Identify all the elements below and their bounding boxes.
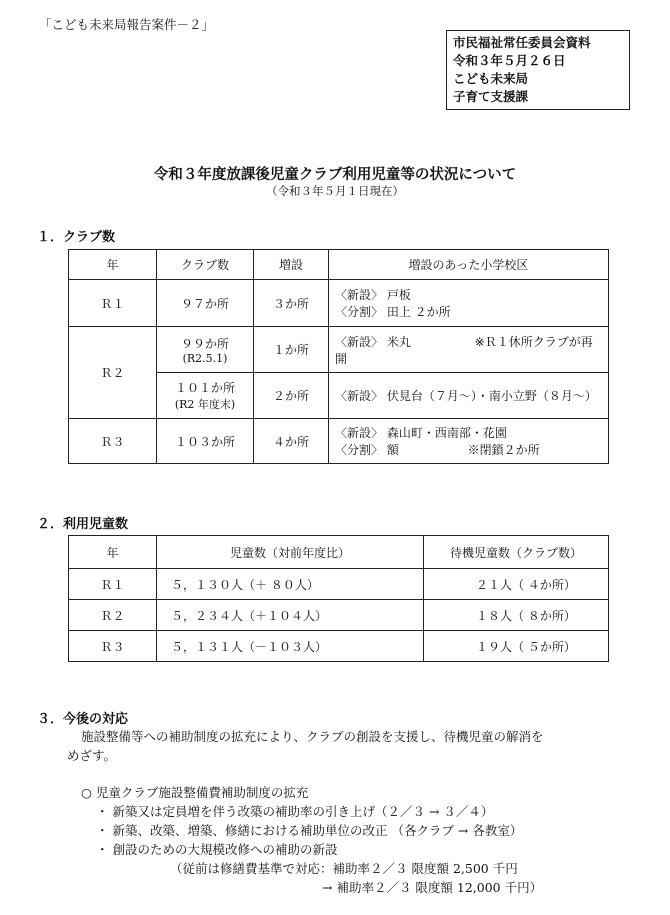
detail-note: ※閉鎖２か所 <box>467 443 540 457</box>
detail-line: 〈新設〉 森山町・西南部・花園 <box>335 426 507 440</box>
section2-heading: ２．利用児童数 <box>37 517 129 532</box>
page-subtitle: （令和３年５月１日現在） <box>266 184 404 198</box>
subsidy-new-rate: → 補助率２／３ 限度額 12,000 千円） <box>322 880 543 895</box>
added-cell: ４か所 <box>254 419 329 464</box>
detail-line: 〈新設〉 戸板 <box>335 288 411 302</box>
year-cell: Ｒ２ <box>69 600 157 631</box>
header-year: 年 <box>69 250 157 280</box>
table-header-row <box>69 536 609 569</box>
header-added: 増設 <box>254 250 329 280</box>
waiting-cell: １８人（ ８か所） <box>424 600 609 631</box>
waiting-cell: １９人（ ５か所） <box>424 631 609 662</box>
clubs-date-note: (R2 年度末) <box>174 398 236 411</box>
report-tag: 「こども未来局報告案件－２」 <box>39 17 215 32</box>
bullet-item: ・ 新築又は定員増を伴う改築の補助率の引き上げ（２／３ → ３／４） <box>96 804 494 819</box>
header-year: 年 <box>69 536 157 569</box>
detail-cell: 〈新設〉 伏見台（７月～）・南小立野（８月～） <box>329 373 609 419</box>
detail-cell <box>329 327 609 373</box>
header-clubs: クラブ数 <box>157 250 254 280</box>
children-cell: ５，１３１人（－１０３人） <box>157 631 424 662</box>
clubs-value: １０１か所 <box>174 381 235 395</box>
children-cell: ５，１３０人（＋ ８０人） <box>157 569 424 600</box>
detail-cell <box>329 280 609 327</box>
clubs-value: ９９か所 <box>180 336 229 351</box>
added-cell: ３か所 <box>254 280 329 327</box>
clubs-cell <box>157 327 254 373</box>
date-label: 令和３年５月２６日 <box>453 53 566 68</box>
detail-line: 〈分割〉 額 <box>335 443 399 457</box>
year-cell: Ｒ１ <box>69 569 157 600</box>
document-info-box <box>446 30 630 110</box>
year-cell: Ｒ３ <box>69 631 157 662</box>
table-row <box>69 419 609 464</box>
policy-paragraph: 施設整備等への補助制度の拡充により、クラブの創設を支援し、待機児童の解消を <box>81 729 544 744</box>
table-row <box>69 327 609 373</box>
header-children: 児童数（対前年度比） <box>157 536 424 569</box>
table-row <box>69 600 609 631</box>
year-cell: Ｒ１ <box>69 280 157 327</box>
clubs-cell: ９７か所 <box>157 280 254 327</box>
department-label: こども未来局 <box>453 71 529 86</box>
section3-heading: ３．今後の対応 <box>37 712 129 727</box>
bullet-item: ・ 新築、改築、増築、修繕における補助単位の改正 （各クラブ → 各教室） <box>96 823 523 838</box>
detail-line: 〈新設〉 米丸 <box>335 334 411 349</box>
bullet-item: ・ 創設のための大規模改修への補助の新設 <box>96 842 338 857</box>
header-waiting: 待機児童数（クラブ数） <box>424 536 609 569</box>
table-row <box>69 280 609 327</box>
table-row <box>69 631 609 662</box>
clubs-cell <box>157 373 254 419</box>
clubs-cell: １０３か所 <box>157 419 254 464</box>
year-cell: Ｒ３ <box>69 419 157 464</box>
subsidy-item: ○ 児童クラブ施設整備費補助制度の拡充 <box>81 785 309 800</box>
detail-cell <box>329 419 609 464</box>
added-cell: ２か所 <box>254 373 329 419</box>
detail-line: 〈分割〉 田上 ２か所 <box>335 305 451 319</box>
table-header-row <box>69 250 609 280</box>
header-school-district: 増設のあった小学校区 <box>329 250 609 280</box>
detail-note: ※Ｒ１休所クラブが再開 <box>335 334 593 366</box>
waiting-cell: ２１人（ ４か所） <box>424 569 609 600</box>
club-count-table <box>68 249 609 464</box>
policy-paragraph-cont: めざす。 <box>67 748 117 763</box>
section1-heading: １．クラブ数 <box>37 230 116 245</box>
added-cell: １か所 <box>254 327 329 373</box>
subsidy-previous-rate: （従前は修繕費基準で対応：補助率２／３ 限度額 2,500 千円 <box>170 861 518 876</box>
year-cell: Ｒ２ <box>69 327 157 419</box>
committee-label: 市民福祉常任委員会資料 <box>453 35 591 50</box>
table-row <box>69 569 609 600</box>
children-cell: ５，２３４人（＋１０４人） <box>157 600 424 631</box>
page-title: 令和３年度放課後児童クラブ利用児童等の状況について <box>153 166 517 183</box>
children-count-table <box>68 535 609 662</box>
section-label: 子育て支援課 <box>453 89 529 104</box>
clubs-date-note: (R2.5.1) <box>182 351 228 365</box>
